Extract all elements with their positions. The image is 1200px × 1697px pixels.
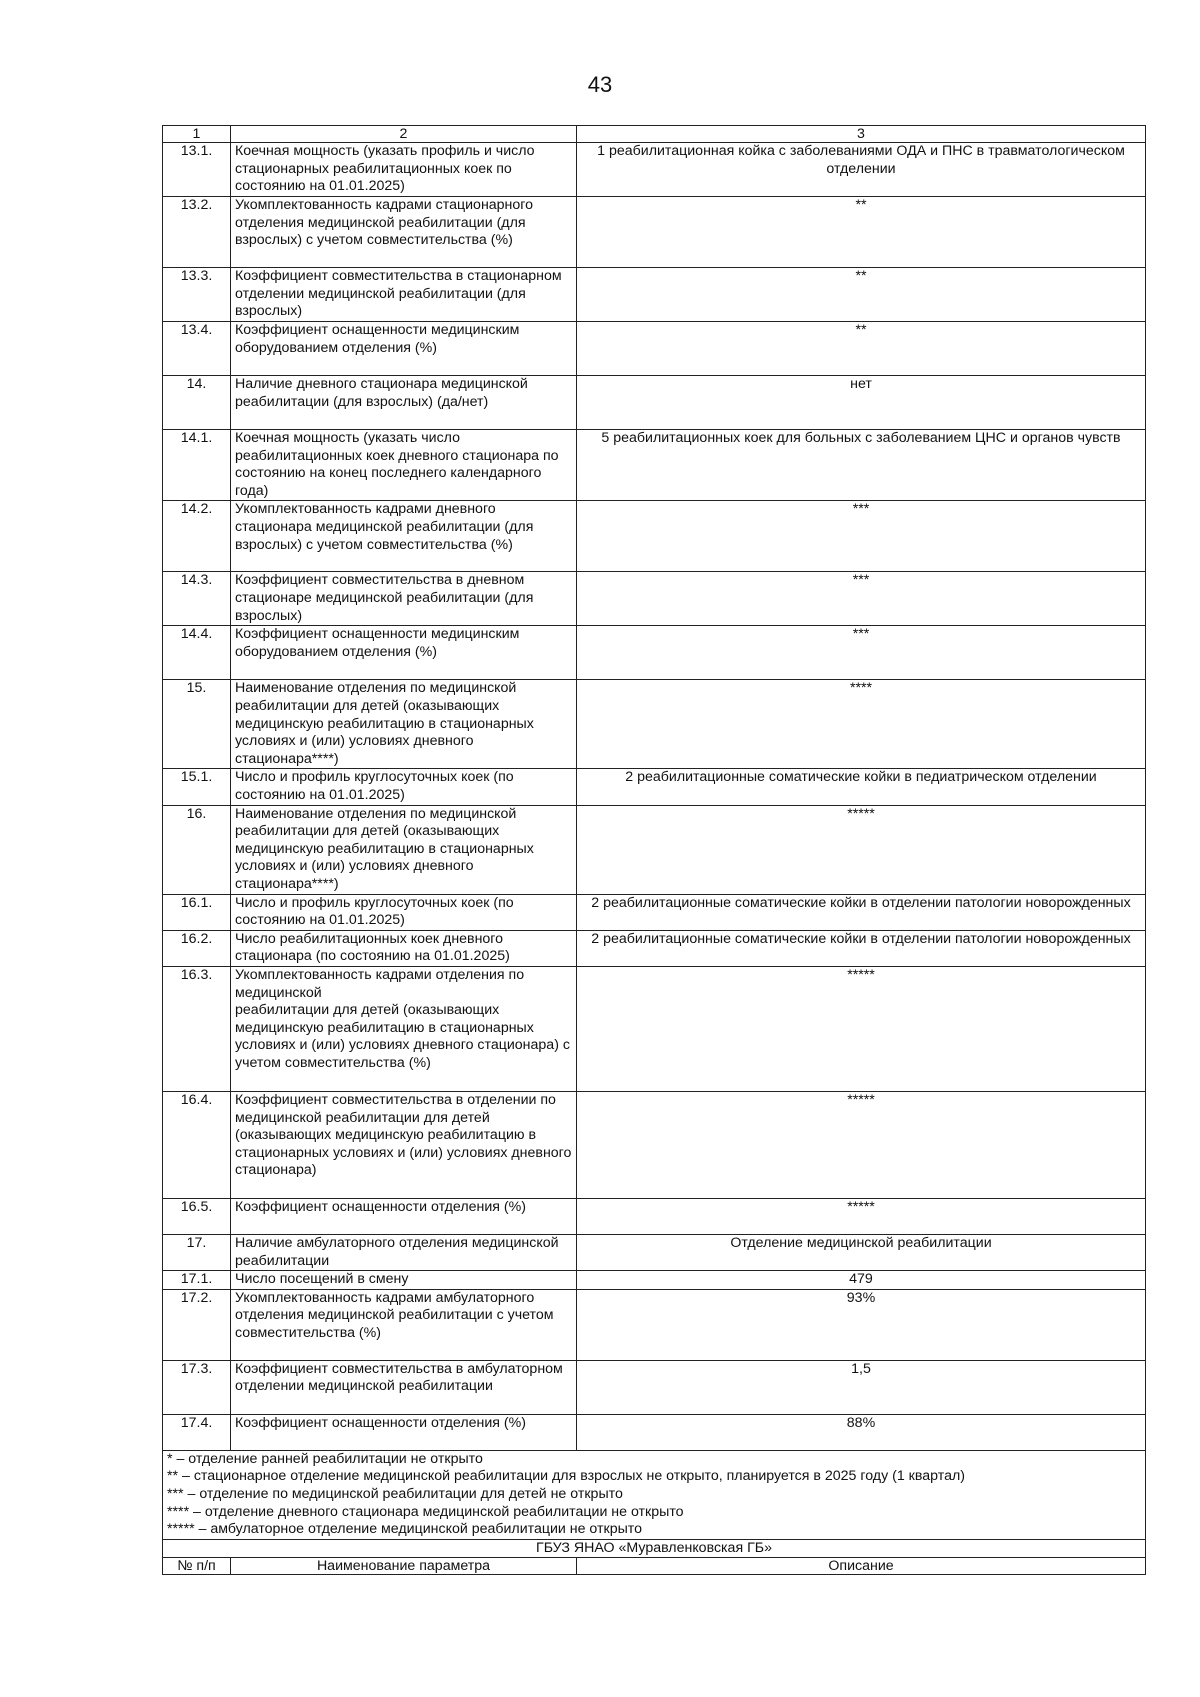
row-number: 17.3. (163, 1360, 231, 1414)
table-row (163, 1091, 1146, 1198)
parameter-name: Наименование отделения по медицинской реабилитации для детей (оказывающих медицинскую реабилитацию в стационарных условиях и (или) условиях дневного стационара****) (231, 805, 577, 894)
row-number: 17.1. (163, 1271, 231, 1290)
table-row (163, 1198, 1146, 1234)
parameter-name: Коэффициент совместительства в стационарном отделении медицинской реабилитации (для взрослых) (231, 268, 577, 322)
column-header-row (163, 1558, 1146, 1575)
row-number: 15. (163, 680, 231, 769)
row-number: 17. (163, 1234, 231, 1270)
table-row (163, 268, 1146, 322)
parameter-name: Наличие дневного стационара медицинской реабилитации (для взрослых) (да/нет) (231, 376, 577, 430)
parameter-description: *** (577, 501, 1146, 572)
organization-name: ГБУЗ ЯНАО «Муравленковская ГБ» (163, 1539, 1146, 1558)
table-row (163, 894, 1146, 930)
parameter-description: 1,5 (577, 1360, 1146, 1414)
parameter-name: Укомплектованность кадрами дневного стационара медицинской реабилитации (для взрослых) с учетом совместительства (%) (231, 501, 577, 572)
table-row (163, 322, 1146, 376)
table-row (163, 197, 1146, 268)
table-row (163, 1414, 1146, 1450)
parameter-description: ** (577, 268, 1146, 322)
footnotes (163, 1450, 1146, 1539)
row-number: 16.3. (163, 966, 231, 1091)
table-row (163, 1289, 1146, 1360)
parameter-description: нет (577, 376, 1146, 430)
parameter-name: Число посещений в смену (231, 1271, 577, 1290)
parameter-name: Коэффициент оснащенности отделения (%) (231, 1414, 577, 1450)
parameter-name: Коэффициент совместительства в амбулаторном отделении медицинской реабилитации (231, 1360, 577, 1414)
column-header-number: № п/п (163, 1558, 231, 1575)
parameter-description: ***** (577, 966, 1146, 1091)
column-number-2: 2 (231, 126, 577, 143)
table-body (163, 126, 1146, 1575)
table-row (163, 805, 1146, 894)
parameter-name: Коэффициент совместительства в дневном стационаре медицинской реабилитации (для взрослых) (231, 572, 577, 626)
row-number: 17.2. (163, 1289, 231, 1360)
column-number-row (163, 126, 1146, 143)
column-header-parameter: Наименование параметра (231, 1558, 577, 1575)
parameter-name: Коечная мощность (указать число реабилитационных коек дневного стационара по состоянию на конец последнего календарного года) (231, 430, 577, 501)
parameter-description: ** (577, 322, 1146, 376)
row-number: 13.3. (163, 268, 231, 322)
parameter-name: Коэффициент совместительства в отделении по медицинской реабилитации для детей (оказывающих медицинскую реабилитацию в стационарных условиях и (или) условиях дневного стационара) (231, 1091, 577, 1198)
parameter-description: ***** (577, 805, 1146, 894)
footnote-line: ** – стационарное отделение медицинской реабилитации для взрослых не открыто, планируется в 2025 году (1 квартал) (167, 1468, 965, 1485)
table-row (163, 966, 1146, 1091)
parameter-description: 93% (577, 1289, 1146, 1360)
parameter-description: *** (577, 572, 1146, 626)
row-number: 14.1. (163, 430, 231, 501)
row-number: 13.2. (163, 197, 231, 268)
table-row (163, 430, 1146, 501)
parameter-description: 2 реабилитационные соматические койки в педиатрическом отделении (577, 769, 1146, 805)
parameter-name: Наименование отделения по медицинской реабилитации для детей (оказывающих медицинскую реабилитацию в стационарных условиях и (или) условиях дневного стационара****) (231, 680, 577, 769)
table-row (163, 626, 1146, 680)
parameters-table (162, 125, 1146, 1575)
parameter-name: Укомплектованность кадрами стационарного отделения медицинской реабилитации (для взрослых) с учетом совместительства (%) (231, 197, 577, 268)
parameter-description: 479 (577, 1271, 1146, 1290)
row-number: 16.4. (163, 1091, 231, 1198)
footnotes-row (163, 1450, 1146, 1539)
parameter-description: Отделение медицинской реабилитации (577, 1234, 1146, 1270)
parameter-name: Коэффициент оснащенности медицинским оборудованием отделения (%) (231, 626, 577, 680)
parameter-description: ** (577, 197, 1146, 268)
table-row (163, 1234, 1146, 1270)
column-header-description: Описание (577, 1558, 1146, 1575)
footnote-line: ***** – амбулаторное отделение медицинской реабилитации не открыто (167, 1521, 643, 1538)
parameter-name: Число и профиль круглосуточных коек (по состоянию на 01.01.2025) (231, 894, 577, 930)
footnote-line: * – отделение ранней реабилитации не открыто (167, 1450, 483, 1467)
parameter-description: ***** (577, 1091, 1146, 1198)
table-row (163, 1271, 1146, 1290)
parameter-name: Укомплектованность кадрами отделения по медицинской реабилитации для детей (оказывающих медицинскую реабилитацию в стационарных условиях и (или) условиях дневного стационара) с учетом совместительства (%) (231, 966, 577, 1091)
row-number: 14.2. (163, 501, 231, 572)
table-row (163, 376, 1146, 430)
footnote-line: *** – отделение по медицинской реабилитации для детей не открыто (167, 1485, 623, 1502)
row-number: 13.1. (163, 143, 231, 197)
page-number: 43 (587, 72, 613, 97)
parameter-name: Наличие амбулаторного отделения медицинской реабилитации (231, 1234, 577, 1270)
row-number: 16. (163, 805, 231, 894)
row-number: 13.4. (163, 322, 231, 376)
parameter-description: **** (577, 680, 1146, 769)
parameter-description: 2 реабилитационные соматические койки в отделении патологии новорожденных (577, 894, 1146, 930)
parameter-name: Число и профиль круглосуточных коек (по состоянию на 01.01.2025) (231, 769, 577, 805)
parameter-description: 88% (577, 1414, 1146, 1450)
parameter-name: Коэффициент оснащенности отделения (%) (231, 1198, 577, 1234)
table-row (163, 143, 1146, 197)
organization-row (163, 1539, 1146, 1558)
parameter-name: Укомплектованность кадрами амбулаторного отделения медицинской реабилитации с учетом совместительства (%) (231, 1289, 577, 1360)
column-number-1: 1 (163, 126, 231, 143)
parameter-description: 1 реабилитационная койка с заболеваниями ОДА и ПНС в травматологическом отделении (577, 143, 1146, 197)
row-number: 14.4. (163, 626, 231, 680)
row-number: 17.4. (163, 1414, 231, 1450)
parameter-name: Число реабилитационных коек дневного стационара (по состоянию на 01.01.2025) (231, 930, 577, 966)
row-number: 16.2. (163, 930, 231, 966)
row-number: 16.1. (163, 894, 231, 930)
table-row (163, 1360, 1146, 1414)
parameter-description: *** (577, 626, 1146, 680)
column-number-3: 3 (577, 126, 1146, 143)
parameter-description: 5 реабилитационных коек для больных с заболеванием ЦНС и органов чувств (577, 430, 1146, 501)
table-row (163, 769, 1146, 805)
parameter-description: ***** (577, 1198, 1146, 1234)
table-row (163, 501, 1146, 572)
parameter-description: 2 реабилитационные соматические койки в отделении патологии новорожденных (577, 930, 1146, 966)
table-row (163, 680, 1146, 769)
parameter-name: Коечная мощность (указать профиль и число стационарных реабилитационных коек по состоянию на 01.01.2025) (231, 143, 577, 197)
row-number: 14.3. (163, 572, 231, 626)
row-number: 15.1. (163, 769, 231, 805)
parameter-name: Коэффициент оснащенности медицинским оборудованием отделения (%) (231, 322, 577, 376)
row-number: 14. (163, 376, 231, 430)
table-row (163, 930, 1146, 966)
table-row (163, 572, 1146, 626)
footnote-line: **** – отделение дневного стационара медицинской реабилитации не открыто (167, 1503, 684, 1520)
row-number: 16.5. (163, 1198, 231, 1234)
